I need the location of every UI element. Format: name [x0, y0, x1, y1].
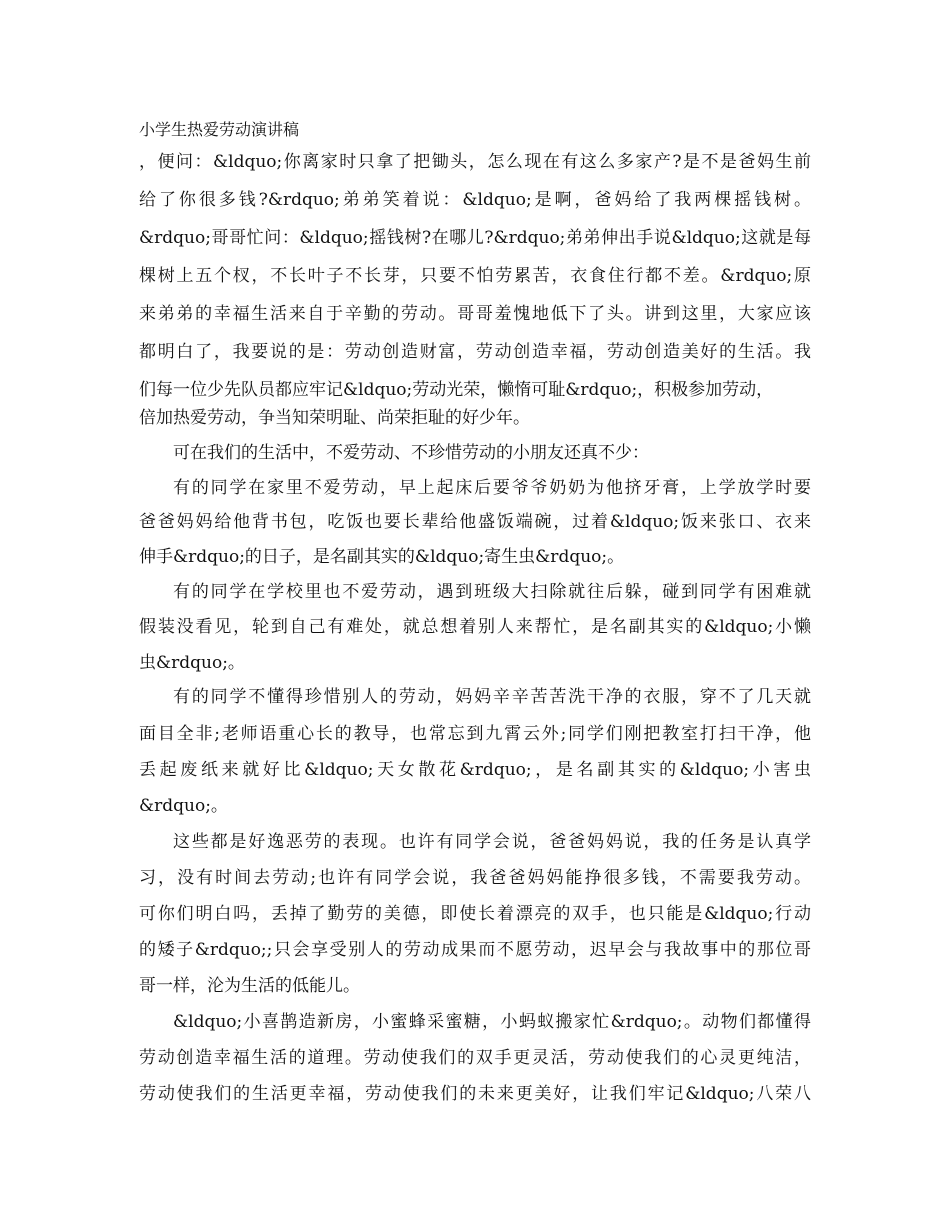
body-line: 给了你很多钱?&rdquo;弟弟笑着说：&ldquo;是啊，爸妈给了我两棵摇钱树。 [139, 190, 811, 210]
body-line: 面目全非;老师语重心长的教导，也常忘到九霄云外;同学们刚把教室打扫干净，他 [139, 724, 811, 744]
body-line: 习，没有时间去劳动;也许有同学会说，我爸爸妈妈能挣很多钱，不需要我劳动。 [139, 868, 811, 888]
body-line: 们每一位少先队员都应牢记&ldquo;劳动光荣，懒惰可耻&rdquo;，积极参加劳动， [139, 380, 774, 400]
body-line: 劳动使我们的生活更幸福，劳动使我们的未来更美好，让我们牢记&ldquo;八荣八 [139, 1084, 811, 1104]
body-line: ，便问：&ldquo;你离家时只拿了把锄头，怎么现在有这么多家产?是不是爸妈生前 [139, 152, 811, 172]
body-line: 可你们明白吗，丢掉了勤劳的美德，即使长着漂亮的双手，也只能是&ldquo;行动 [139, 904, 811, 924]
body-line: 劳动创造幸福生活的道理。劳动使我们的双手更灵活，劳动使我们的心灵更纯洁， [139, 1048, 811, 1068]
paragraph-first-line: &ldquo;小喜鹊造新房，小蜜蜂采蜜糖，小蚂蚁搬家忙&rdquo;。动物们都懂得 [173, 1012, 811, 1032]
body-line: 虫&rdquo;。 [139, 653, 245, 673]
paragraph-first-line: 有的同学不懂得珍惜别人的劳动，妈妈辛辛苦苦洗干净的衣服，穿不了几天就 [173, 687, 811, 707]
paragraph-first-line: 有的同学在家里不爱劳动，早上起床后要爷爷奶奶为他挤牙膏，上学放学时要 [173, 478, 811, 498]
document-title: 小学生热爱劳动演讲稿 [139, 120, 300, 139]
body-line: 的矮子&rdquo;;只会享受别人的劳动成果而不愿劳动，迟早会与我故事中的那位哥 [139, 940, 811, 960]
body-line: 哥一样，沦为生活的低能儿。 [139, 976, 360, 996]
body-line: 假装没看见，轮到自己有难处，就总想着别人来帮忙，是名副其实的&ldquo;小懒 [139, 617, 811, 637]
body-line: &rdquo;。 [139, 796, 228, 816]
body-line: 来弟弟的幸福生活来自于辛勤的劳动。哥哥羞愧地低下了头。讲到这里，大家应该 [139, 304, 811, 324]
paragraph-first-line: 这些都是好逸恶劳的表现。也许有同学会说，爸爸妈妈说，我的任务是认真学 [173, 832, 811, 852]
body-line: 棵树上五个杈，不长叶子不长芽，只要不怕劳累苦，衣食住行都不差。&rdquo;原 [139, 266, 811, 286]
paragraph-first-line: 有的同学在学校里也不爱劳动，遇到班级大扫除就往后躲，碰到同学有困难就 [173, 582, 811, 602]
body-line: 丢起废纸来就好比&ldquo;天女散花&rdquo;，是名副其实的&ldquo;小害虫 [139, 760, 811, 780]
body-line: 爸爸妈妈给他背书包，吃饭也要长辈给他盛饭端碗，过着&ldquo;饭来张口、衣来 [139, 512, 811, 532]
body-line: 都明白了，我要说的是：劳动创造财富，劳动创造幸福，劳动创造美好的生活。我 [139, 342, 811, 362]
body-line: 伸手&rdquo;的日子，是名副其实的&ldquo;寄生虫&rdquo;。 [139, 547, 625, 567]
body-line: &rdquo;哥哥忙问：&ldquo;摇钱树?在哪儿?&rdquo;弟弟伸出手说&ldquo;这就是每 [139, 228, 811, 248]
paragraph-first-line: 可在我们的生活中，不爱劳动、不珍惜劳动的小朋友还真不少： [173, 443, 649, 463]
body-line: 倍加热爱劳动，争当知荣明耻、尚荣拒耻的好少年。 [139, 408, 530, 428]
